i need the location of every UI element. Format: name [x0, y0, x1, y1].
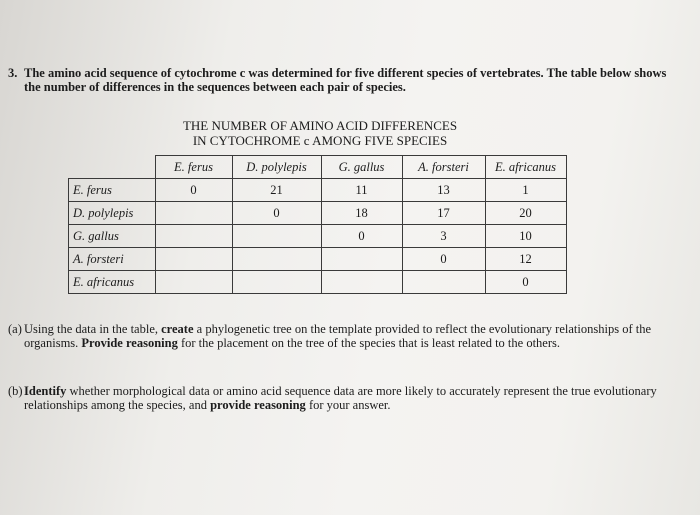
part-a-text-2: a phylogenetic tree on the template provided to reflect the evolutionary relationships of the organisms.	[24, 322, 651, 350]
part-a-bold-2: Provide reasoning	[81, 336, 178, 350]
part-a-text	[24, 322, 660, 350]
table-row	[69, 225, 567, 248]
column-header: E. africanus	[485, 156, 566, 179]
part-b-bold-2: provide reasoning	[210, 398, 306, 412]
table-row	[69, 248, 567, 271]
row-header: D. polylepis	[69, 202, 156, 225]
column-header: E. ferus	[155, 156, 232, 179]
column-header: A. forsteri	[402, 156, 485, 179]
table-cell	[232, 225, 321, 248]
table-cell: 1	[485, 179, 566, 202]
row-header: E. africanus	[69, 271, 156, 294]
table-cell	[155, 225, 232, 248]
table-cell: 17	[402, 202, 485, 225]
table-cell: 13	[402, 179, 485, 202]
table-cell	[232, 248, 321, 271]
column-header: D. polylepis	[232, 156, 321, 179]
caption-line-1: THE NUMBER OF AMINO ACID DIFFERENCES	[182, 118, 458, 133]
row-header: E. ferus	[69, 179, 156, 202]
header-corner	[69, 156, 156, 179]
table-header-row	[69, 156, 567, 179]
part-a-bold-1: create	[161, 322, 194, 336]
table-cell: 10	[485, 225, 566, 248]
table-cell	[155, 271, 232, 294]
table-cell	[155, 248, 232, 271]
question-text: The amino acid sequence of cytochrome c was determined for five different species of vertebrates. The table below shows the number of differences in the sequences between each pair of species.	[24, 66, 667, 94]
table-cell	[155, 202, 232, 225]
table-cell: 0	[155, 179, 232, 202]
part-a-label: (a)	[8, 322, 22, 336]
table-cell: 0	[485, 271, 566, 294]
table-row	[69, 179, 567, 202]
amino-acid-differences-table	[68, 155, 567, 294]
table-cell: 3	[402, 225, 485, 248]
part-b-text-2: for your answer.	[308, 398, 391, 412]
table-cell: 20	[485, 202, 566, 225]
table-cell: 0	[321, 225, 402, 248]
table-cell: 11	[321, 179, 402, 202]
part-b-label: (b)	[8, 384, 23, 398]
table-cell	[232, 271, 321, 294]
part-a-text-1: Using the data in the table,	[24, 322, 158, 336]
table-caption	[170, 118, 470, 148]
table-cell: 21	[232, 179, 321, 202]
part-b-text-1: whether morphological data or amino acid sequence data are more likely to accurately represent the true evolutionary relationships among the species, and	[24, 384, 657, 412]
table-cell	[321, 248, 402, 271]
part-b-bold-1: Identify	[24, 384, 67, 398]
row-header: G. gallus	[69, 225, 156, 248]
table-cell: 12	[485, 248, 566, 271]
table-cell: 0	[232, 202, 321, 225]
table-row	[69, 202, 567, 225]
part-a-text-3: for the placement on the tree of the species that is least related to the others.	[180, 336, 560, 350]
question-number: 3.	[8, 66, 18, 80]
table-cell	[321, 271, 402, 294]
table-cell: 18	[321, 202, 402, 225]
row-header: A. forsteri	[69, 248, 156, 271]
table-cell	[402, 271, 485, 294]
part-b-text	[24, 384, 660, 412]
caption-line-2: IN CYTOCHROME c AMONG FIVE SPECIES	[192, 133, 448, 148]
table-cell: 0	[402, 248, 485, 271]
column-header: G. gallus	[321, 156, 402, 179]
table-row	[69, 271, 567, 294]
